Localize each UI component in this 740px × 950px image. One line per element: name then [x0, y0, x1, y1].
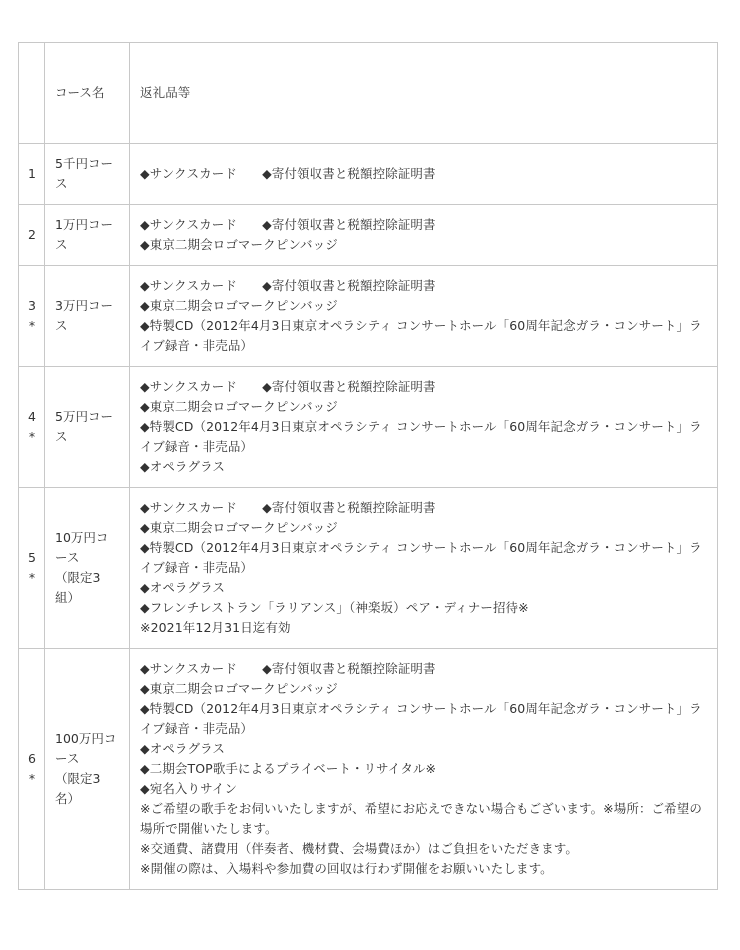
row-number: 4 [28, 409, 36, 424]
course-name-line: 100万円コース [55, 731, 117, 766]
gift-item: ◆東京二期会ロゴマークピンバッジ [140, 399, 338, 414]
row-mark: * [28, 318, 36, 333]
course-name-line: 3万円コース [55, 298, 113, 333]
gift-item: ※2021年12月31日迄有効 [140, 620, 291, 635]
gift-item: ◆特製CD（2012年4月3日東京オペラシティ コンサートホール「60周年記念ガラ・コンサート」ライブ録音・非売品） [140, 419, 702, 454]
course-name-line: （限定3名） [55, 771, 101, 806]
gift-item: ◆東京二期会ロゴマークピンバッジ [140, 237, 338, 252]
course-name-line: 5千円コース [55, 156, 113, 191]
row-mark: * [28, 570, 36, 585]
course-name-cell [45, 488, 130, 649]
course-table-wrapper [18, 42, 718, 890]
row-mark: * [28, 771, 36, 786]
gifts-cell [130, 266, 718, 367]
table-row [19, 144, 718, 205]
gift-item: ◆サンクスカード ◆寄付領収書と税額控除証明書 [140, 500, 436, 515]
gift-item: ※開催の際は、入場料や参加費の回収は行わず開催をお願いいたします。 [140, 861, 553, 876]
gift-item: ◆特製CD（2012年4月3日東京オペラシティ コンサートホール「60周年記念ガラ・コンサート」ライブ録音・非売品） [140, 540, 702, 575]
gifts-cell [130, 488, 718, 649]
course-name-cell [45, 144, 130, 205]
course-name-line: 5万円コース [55, 409, 113, 444]
table-row [19, 649, 718, 890]
table-row [19, 205, 718, 266]
table-row [19, 367, 718, 488]
row-number-cell [19, 266, 45, 367]
gift-item: ◆オペラグラス [140, 741, 225, 756]
gift-item: ◆二期会TOP歌手によるプライベート・リサイタル※ [140, 761, 437, 776]
course-name-cell [45, 205, 130, 266]
course-name-line: 1万円コース [55, 217, 113, 252]
gifts-cell [130, 205, 718, 266]
gift-item: ◆サンクスカード ◆寄付領収書と税額控除証明書 [140, 278, 436, 293]
gift-item: ◆オペラグラス [140, 580, 225, 595]
gift-item: ◆サンクスカード ◆寄付領収書と税額控除証明書 [140, 217, 436, 232]
course-name-cell [45, 367, 130, 488]
gifts-cell [130, 649, 718, 890]
course-name-line: 10万円コース [55, 530, 109, 565]
course-name-cell [45, 649, 130, 890]
gift-item: ※ご希望の歌手をお伺いいたしますが、希望にお応えできない場合もございます。※場所：ご希望の場所で開催いたします。 [140, 801, 702, 836]
gift-item: ◆東京二期会ロゴマークピンバッジ [140, 520, 338, 535]
row-number: 3 [28, 298, 36, 313]
row-number-cell [19, 367, 45, 488]
gift-item: ◆特製CD（2012年4月3日東京オペラシティ コンサートホール「60周年記念ガラ・コンサート」ライブ録音・非売品） [140, 318, 702, 353]
gift-item: ◆宛名入りサイン [140, 781, 238, 796]
gift-item: ◆特製CD（2012年4月3日東京オペラシティ コンサートホール「60周年記念ガラ・コンサート」ライブ録音・非売品） [140, 701, 702, 736]
table-row [19, 266, 718, 367]
row-number-cell [19, 649, 45, 890]
donation-course-table [18, 42, 718, 890]
gifts-cell [130, 144, 718, 205]
row-number: 1 [28, 166, 36, 181]
header-course-name: コース名 [45, 43, 130, 144]
header-number [19, 43, 45, 144]
row-number: 6 [28, 751, 36, 766]
gift-item: ◆オペラグラス [140, 459, 225, 474]
gift-item: ◆フレンチレストラン「ラリアンス」（神楽坂）ペア・ディナー招待※ [140, 600, 529, 615]
table-header-row [19, 43, 718, 144]
row-mark: * [28, 429, 36, 444]
course-name-cell [45, 266, 130, 367]
gift-item: ※交通費、諸費用（伴奏者、機材費、会場費ほか）はご負担をいただきます。 [140, 841, 578, 856]
table-row [19, 488, 718, 649]
header-gifts: 返礼品等 [130, 43, 718, 144]
row-number-cell [19, 144, 45, 205]
course-name-line: （限定3組） [55, 570, 101, 605]
gift-item: ◆サンクスカード ◆寄付領収書と税額控除証明書 [140, 166, 436, 181]
gift-item: ◆東京二期会ロゴマークピンバッジ [140, 298, 338, 313]
row-number: 5 [28, 550, 36, 565]
row-number-cell [19, 205, 45, 266]
row-number-cell [19, 488, 45, 649]
gift-item: ◆サンクスカード ◆寄付領収書と税額控除証明書 [140, 379, 436, 394]
gifts-cell [130, 367, 718, 488]
row-number: 2 [28, 227, 36, 242]
gift-item: ◆東京二期会ロゴマークピンバッジ [140, 681, 338, 696]
gift-item: ◆サンクスカード ◆寄付領収書と税額控除証明書 [140, 661, 436, 676]
